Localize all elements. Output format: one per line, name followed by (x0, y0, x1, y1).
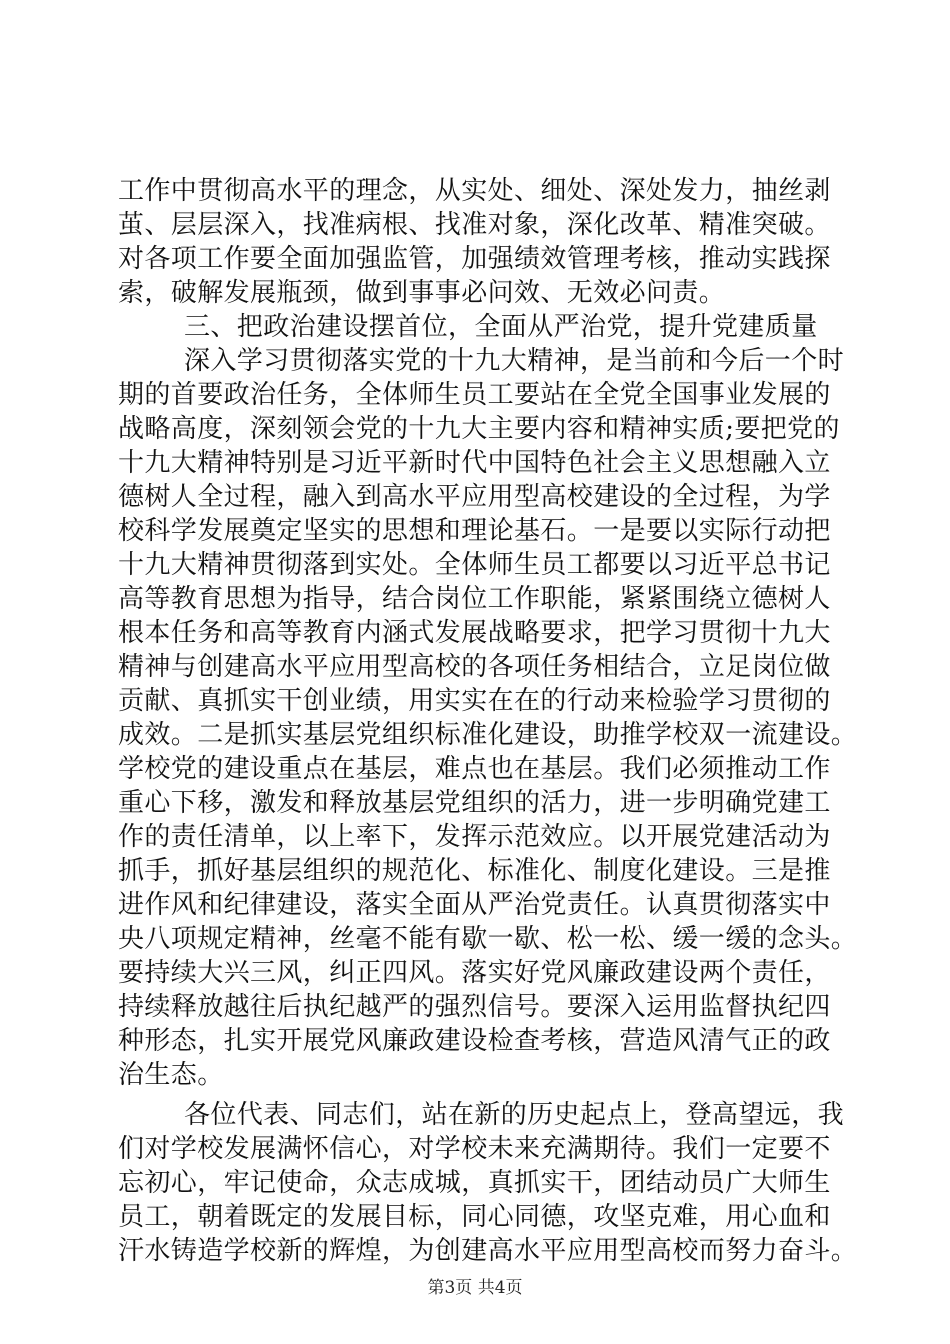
text-line: 工作中贯彻高水平的理念，从实处、细处、深处发力，抽丝剥 (118, 176, 831, 206)
text-line: 持续释放越往后执纪越严的强烈信号。要深入运用监督执纪四 (118, 992, 831, 1022)
paragraph-start: 各位代表、同志们，站在新的历史起点上，登高望远，我 (184, 1100, 845, 1130)
text-line: 贡献、真抓实干创业绩，用实实在在的行动来检验学习贯彻的 (118, 686, 831, 716)
text-line: 高等教育思想为指导，结合岗位工作职能，紧紧围绕立德树人 (118, 584, 831, 614)
text-line: 十九大精神特别是习近平新时代中国特色社会主义思想融入立 (118, 448, 831, 478)
text-line: 校科学发展奠定坚实的思想和理论基石。一是要以实际行动把 (118, 516, 831, 546)
text-line: 种形态，扎实开展党风廉政建设检查考核，营造风清气正的政 (118, 1026, 831, 1056)
text-line: 战略高度，深刻领会党的十九大主要内容和精神实质;要把党的 (118, 414, 840, 444)
text-line: 作的责任清单，以上率下，发挥示范效应。以开展党建活动为 (118, 822, 831, 852)
text-line: 治生态。 (118, 1060, 224, 1090)
text-line: 德树人全过程，融入到高水平应用型高校建设的全过程，为学 (118, 482, 831, 512)
text-line: 忘初心，牢记使命，众志成城，真抓实干，团结动员广大师生 (118, 1168, 831, 1198)
text-line: 央八项规定精神，丝毫不能有歇一歇、松一松、缓一缓的念头。 (118, 924, 858, 954)
text-line: 十九大精神贯彻落到实处。全体师生员工都要以习近平总书记 (118, 550, 831, 580)
page-footer: 第3页 共4页 (427, 1278, 523, 1298)
text-line: 抓手，抓好基层组织的规范化、标准化、制度化建设。三是推 (118, 856, 831, 886)
text-line: 员工，朝着既定的发展目标，同心同德，攻坚克难，用心血和 (118, 1202, 831, 1232)
text-line: 茧、层层深入，找准病根、找准对象，深化改革、精准突破。 (118, 210, 831, 240)
text-line: 重心下移，激发和释放基层党组织的活力，进一步明确党建工 (118, 788, 831, 818)
text-line: 成效。二是抓实基层党组织标准化建设，助推学校双一流建设。 (118, 720, 858, 750)
text-line: 汗水铸造学校新的辉煌，为创建高水平应用型高校而努力奋斗。 (118, 1236, 858, 1266)
text-line: 学校党的建设重点在基层，难点也在基层。我们必须推动工作 (118, 754, 831, 784)
section-heading: 三、把政治建设摆首位，全面从严治党，提升党建质量 (184, 312, 818, 342)
text-line: 对各项工作要全面加强监管，加强绩效管理考核，推动实践探 (118, 244, 831, 274)
text-line: 进作风和纪律建设，落实全面从严治党责任。认真贯彻落实中 (118, 890, 831, 920)
text-line: 精神与创建高水平应用型高校的各项任务相结合，立足岗位做 (118, 652, 831, 682)
text-line: 根本任务和高等教育内涵式发展战略要求，把学习贯彻十九大 (118, 618, 831, 648)
text-line: 们对学校发展满怀信心，对学校未来充满期待。我们一定要不 (118, 1134, 831, 1164)
text-line: 期的首要政治任务，全体师生员工要站在全党全国事业发展的 (118, 380, 831, 410)
text-line: 要持续大兴三风，纠正四风。落实好党风廉政建设两个责任， (118, 958, 831, 988)
text-line: 索，破解发展瓶颈，做到事事必问效、无效必问责。 (118, 278, 726, 308)
paragraph-start: 深入学习贯彻落实党的十九大精神，是当前和今后一个时 (184, 346, 845, 376)
